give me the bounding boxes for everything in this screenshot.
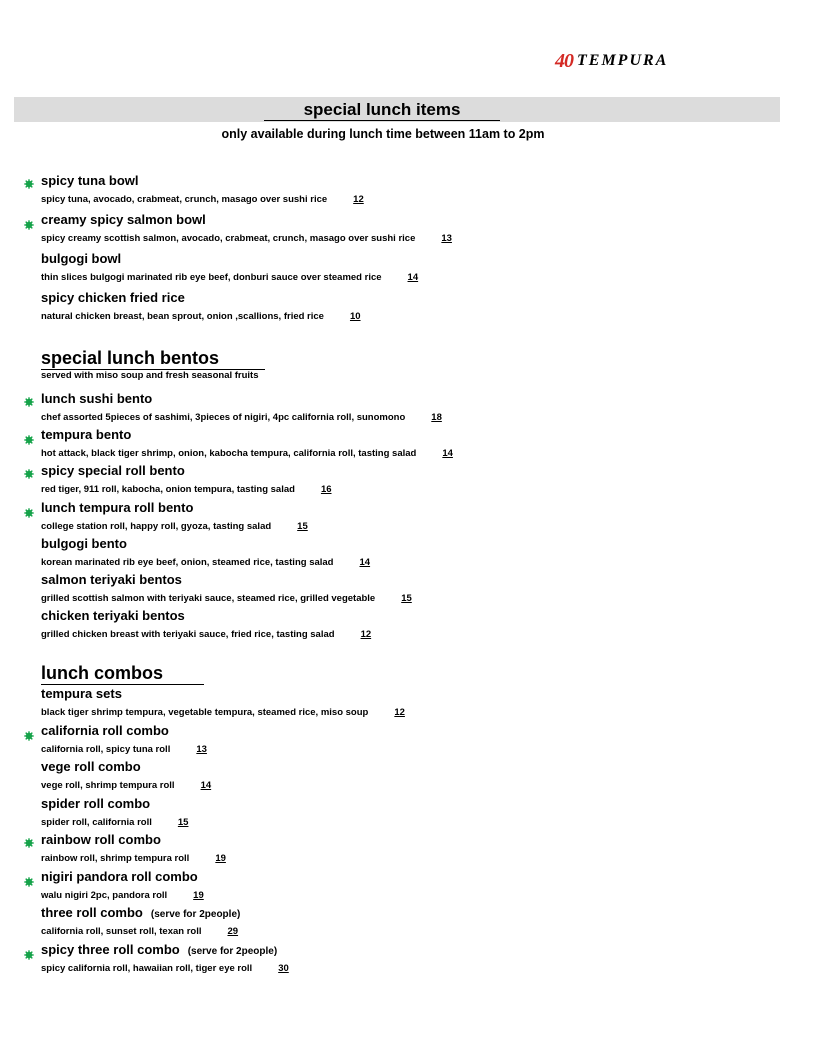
item-price: 14 [407, 272, 419, 283]
item-name-text: spicy three roll combo [41, 941, 180, 957]
page-subtitle: only available during lunch time between 11am to 2pm [221, 127, 545, 141]
menu-item-name [41, 905, 240, 923]
item-description-text: thin slices bulgogi marinated rib eye beef, donburi sauce over steamed rice [41, 272, 382, 283]
item-description-text: grilled chicken breast with teriyaki sauce, fried rice, tasting salad [41, 629, 335, 641]
menu-item-description [41, 448, 453, 460]
menu-item-description [41, 557, 370, 569]
item-description-text: spider roll, california roll [41, 816, 152, 828]
menu-item-description [41, 853, 226, 865]
item-price: 29 [227, 926, 239, 937]
item-name-text: rainbow roll combo [41, 832, 161, 847]
menu-item-description [41, 890, 204, 902]
menu-item-name [41, 391, 152, 407]
item-name-text: tempura sets [41, 686, 122, 701]
item-description-text: california roll, sunset roll, texan roll [41, 926, 202, 937]
item-name-text: chicken teriyaki bentos [41, 608, 185, 624]
item-description-text: vege roll, shrimp tempura roll [41, 780, 175, 791]
item-price: 15 [297, 520, 308, 532]
item-name-text: bulgogi bento [41, 535, 127, 551]
menu-item-name [41, 173, 139, 189]
menu-item-description [41, 817, 188, 829]
item-price: 16 [320, 484, 332, 496]
item-price: 14 [359, 556, 371, 568]
menu-item-name [41, 869, 198, 885]
menu-item-name [41, 427, 131, 443]
item-price: 30 [278, 962, 289, 974]
menu-item-description [41, 233, 452, 245]
item-price: 18 [431, 412, 442, 423]
item-description-text: natural chicken breast, bean sprout, onion ,scallions, fried rice [41, 311, 324, 322]
menu-item-name [41, 942, 277, 960]
menu-item-description [41, 484, 332, 496]
featured-marker-icon [24, 217, 34, 227]
item-description-text: hot attack, black tiger shrimp, onion, kabocha tempura, california roll, tasting salad [41, 448, 417, 460]
item-price: 12 [353, 194, 364, 205]
menu-item-name [41, 290, 185, 306]
featured-marker-icon [24, 874, 34, 884]
item-description-text: walu nigiri 2pc, pandora roll [41, 889, 168, 901]
item-serving-note: (serve for 2people) [150, 909, 241, 920]
item-description-text: black tiger shrimp tempura, vegetable tempura, steamed rice, miso soup [41, 707, 369, 718]
menu-item-name [41, 463, 185, 479]
menu-item-name [41, 796, 150, 812]
item-name-text: spicy chicken fried rice [41, 290, 185, 305]
item-description-text: rainbow roll, shrimp tempura roll [41, 853, 190, 864]
menu-item-description [41, 194, 364, 206]
item-description-text: grilled scottish salmon with teriyaki sauce, steamed rice, grilled vegetable [41, 593, 376, 604]
menu-item-name [41, 832, 161, 848]
menu-item-description [41, 629, 371, 641]
menu-item-description [41, 707, 405, 719]
menu-item-name [41, 686, 122, 702]
menu-item-description [41, 593, 412, 605]
menu-item-description [41, 744, 207, 756]
item-name-text: nigiri pandora roll combo [41, 868, 198, 884]
item-description-text: red tiger, 911 roll, kabocha, onion tempura, tasting salad [41, 484, 295, 496]
item-price: 19 [215, 853, 226, 864]
menu-item-description [41, 780, 211, 792]
item-name-text: creamy spicy salmon bowl [41, 212, 206, 227]
item-description-text: chef assorted 5pieces of sashimi, 3pieces of nigiri, 4pc california roll, sunomono [41, 412, 406, 423]
item-description-text: spicy california roll, hawaiian roll, tiger eye roll [41, 962, 253, 974]
item-price: 12 [394, 707, 405, 718]
featured-marker-icon [24, 432, 34, 442]
item-name-text: spicy special roll bento [41, 463, 185, 479]
item-name-text: lunch tempura roll bento [41, 499, 194, 515]
item-price: 14 [200, 780, 212, 791]
item-name-text: california roll combo [41, 722, 169, 738]
item-price: 14 [442, 448, 453, 460]
item-description-text: college station roll, happy roll, gyoza, tasting salad [41, 520, 272, 532]
menu-item-name [41, 759, 141, 775]
item-description-text: spicy tuna, avocado, crabmeat, crunch, masago over sushi rice [41, 194, 328, 205]
menu-item-name [41, 500, 193, 516]
item-price: 12 [360, 629, 372, 641]
item-description-text: korean marinated rib eye beef, onion, steamed rice, tasting salad [41, 556, 334, 568]
item-name-text: lunch sushi bento [41, 391, 153, 406]
featured-marker-icon [24, 176, 34, 186]
featured-marker-icon [24, 505, 34, 515]
featured-marker-icon [24, 394, 34, 404]
menu-item-name [41, 536, 127, 552]
menu-item-description [41, 521, 308, 533]
item-name-text: spicy tuna bowl [41, 173, 139, 188]
item-name-text: vege roll combo [41, 759, 141, 774]
menu-item-description [41, 272, 418, 284]
menu-item-description [41, 963, 289, 975]
item-description-text: california roll, spicy tuna roll [41, 743, 171, 755]
page-title: special lunch items [264, 100, 500, 121]
menu-item-name [41, 572, 182, 588]
item-price: 13 [196, 743, 207, 755]
brand-logo [555, 50, 668, 72]
section-title-combos: lunch combos [41, 662, 204, 685]
item-name-text: bulgogi bowl [41, 251, 122, 266]
menu-item-name [41, 723, 169, 739]
logo-number: 40 [555, 49, 573, 72]
item-serving-note: (serve for 2people) [187, 945, 278, 957]
menu-item-description [41, 311, 361, 323]
featured-marker-icon [24, 466, 34, 476]
item-name-text: three roll combo [41, 905, 143, 920]
menu-item-name [41, 608, 185, 624]
item-price: 10 [349, 311, 361, 322]
featured-marker-icon [24, 835, 34, 845]
item-price: 15 [177, 816, 189, 828]
section-note-bentos: served with miso soup and fresh seasonal fruits [41, 370, 259, 381]
menu-item-name [41, 212, 206, 228]
item-price: 19 [193, 889, 204, 901]
menu-item-description [41, 926, 238, 938]
featured-marker-icon [24, 947, 34, 957]
menu-item-name [41, 251, 121, 267]
logo-wordmark: TEMPURA [577, 52, 669, 69]
item-price: 13 [441, 233, 452, 244]
item-name-text: salmon teriyaki bentos [41, 572, 182, 587]
featured-marker-icon [24, 728, 34, 738]
item-price: 15 [401, 593, 412, 604]
item-name-text: spider roll combo [41, 795, 151, 811]
item-description-text: spicy creamy scottish salmon, avocado, crabmeat, crunch, masago over sushi rice [41, 233, 416, 244]
item-name-text: tempura bento [41, 427, 132, 443]
menu-item-description [41, 412, 442, 424]
section-title-bentos: special lunch bentos [41, 347, 265, 370]
